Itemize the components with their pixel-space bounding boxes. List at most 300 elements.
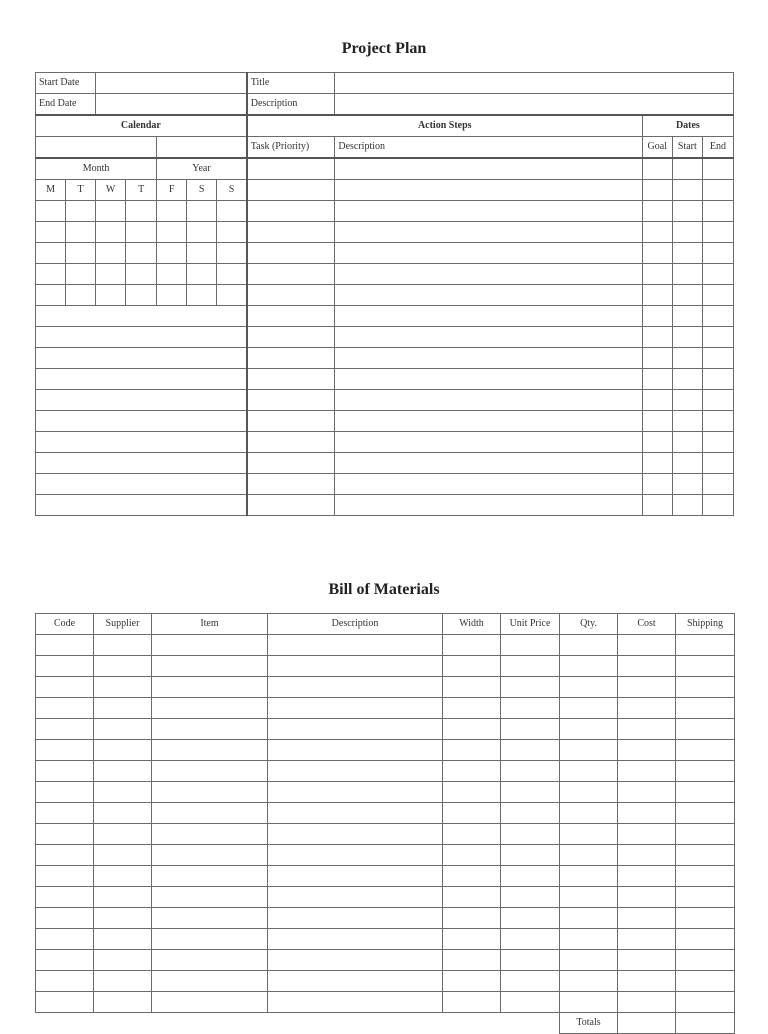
- end-date-field[interactable]: [96, 94, 247, 116]
- task-cell[interactable]: [247, 306, 335, 327]
- goal-cell[interactable]: [642, 327, 672, 348]
- goal-cell[interactable]: [642, 180, 672, 201]
- bom-cost-cell[interactable]: [618, 719, 676, 740]
- bom-width-cell[interactable]: [443, 698, 501, 719]
- task-cell[interactable]: [247, 495, 335, 516]
- bom-qty-cell[interactable]: [560, 866, 618, 887]
- bom-description-cell[interactable]: [268, 656, 443, 677]
- task-cell[interactable]: [247, 411, 335, 432]
- end-cell[interactable]: [702, 306, 733, 327]
- bom-supplier-cell[interactable]: [94, 929, 152, 950]
- bom-cost-cell[interactable]: [618, 761, 676, 782]
- bom-description-cell[interactable]: [268, 698, 443, 719]
- bom-qty-cell[interactable]: [560, 887, 618, 908]
- bom-qty-cell[interactable]: [560, 929, 618, 950]
- task-cell[interactable]: [247, 158, 335, 180]
- bom-shipping-cell[interactable]: [676, 782, 735, 803]
- start-cell[interactable]: [672, 327, 702, 348]
- calendar-day-cell[interactable]: [96, 222, 126, 243]
- bom-supplier-cell[interactable]: [94, 950, 152, 971]
- end-cell[interactable]: [702, 264, 733, 285]
- bom-supplier-cell[interactable]: [94, 719, 152, 740]
- calendar-day-cell[interactable]: [66, 264, 96, 285]
- goal-cell[interactable]: [642, 411, 672, 432]
- description-cell[interactable]: [335, 432, 642, 453]
- description-cell[interactable]: [335, 495, 642, 516]
- bom-unit-price-cell[interactable]: [501, 698, 560, 719]
- bom-width-cell[interactable]: [443, 782, 501, 803]
- bom-code-cell[interactable]: [36, 635, 94, 656]
- bom-cost-cell[interactable]: [618, 824, 676, 845]
- start-cell[interactable]: [672, 411, 702, 432]
- bom-item-cell[interactable]: [152, 824, 268, 845]
- description-cell[interactable]: [335, 201, 642, 222]
- calendar-day-cell[interactable]: [66, 285, 96, 306]
- bom-item-cell[interactable]: [152, 908, 268, 929]
- start-cell[interactable]: [672, 495, 702, 516]
- start-cell[interactable]: [672, 432, 702, 453]
- bom-description-cell[interactable]: [268, 761, 443, 782]
- goal-cell[interactable]: [642, 348, 672, 369]
- calendar-day-cell[interactable]: [157, 243, 187, 264]
- bom-unit-price-cell[interactable]: [501, 677, 560, 698]
- bom-item-cell[interactable]: [152, 635, 268, 656]
- bom-cost-cell[interactable]: [618, 887, 676, 908]
- end-cell[interactable]: [702, 222, 733, 243]
- bom-supplier-cell[interactable]: [94, 845, 152, 866]
- description-cell[interactable]: [335, 327, 642, 348]
- end-cell[interactable]: [702, 474, 733, 495]
- bom-supplier-cell[interactable]: [94, 971, 152, 992]
- end-cell[interactable]: [702, 327, 733, 348]
- bom-qty-cell[interactable]: [560, 992, 618, 1013]
- goal-cell[interactable]: [642, 285, 672, 306]
- calendar-day-cell[interactable]: [217, 243, 247, 264]
- bom-cost-cell[interactable]: [618, 866, 676, 887]
- description-cell[interactable]: [335, 411, 642, 432]
- calendar-day-cell[interactable]: [126, 285, 157, 306]
- bom-width-cell[interactable]: [443, 677, 501, 698]
- bom-description-cell[interactable]: [268, 782, 443, 803]
- bom-description-cell[interactable]: [268, 992, 443, 1013]
- start-cell[interactable]: [672, 348, 702, 369]
- bom-qty-cell[interactable]: [560, 698, 618, 719]
- end-cell[interactable]: [702, 495, 733, 516]
- bom-supplier-cell[interactable]: [94, 677, 152, 698]
- goal-cell[interactable]: [642, 264, 672, 285]
- bom-item-cell[interactable]: [152, 803, 268, 824]
- bom-qty-cell[interactable]: [560, 803, 618, 824]
- bom-cost-cell[interactable]: [618, 677, 676, 698]
- bom-qty-cell[interactable]: [560, 635, 618, 656]
- calendar-day-cell[interactable]: [157, 222, 187, 243]
- bom-shipping-cell[interactable]: [676, 992, 735, 1013]
- bom-unit-price-cell[interactable]: [501, 929, 560, 950]
- calendar-day-cell[interactable]: [217, 264, 247, 285]
- bom-description-cell[interactable]: [268, 887, 443, 908]
- bom-width-cell[interactable]: [443, 719, 501, 740]
- bom-shipping-cell[interactable]: [676, 677, 735, 698]
- calendar-day-cell[interactable]: [96, 243, 126, 264]
- bom-code-cell[interactable]: [36, 866, 94, 887]
- goal-cell[interactable]: [642, 201, 672, 222]
- bom-description-cell[interactable]: [268, 803, 443, 824]
- bom-width-cell[interactable]: [443, 635, 501, 656]
- bom-unit-price-cell[interactable]: [501, 719, 560, 740]
- start-date-field[interactable]: [96, 73, 247, 94]
- start-cell[interactable]: [672, 264, 702, 285]
- bom-description-cell[interactable]: [268, 635, 443, 656]
- bom-supplier-cell[interactable]: [94, 803, 152, 824]
- totals-cost[interactable]: [618, 1013, 676, 1034]
- calendar-day-cell[interactable]: [66, 243, 96, 264]
- bom-shipping-cell[interactable]: [676, 971, 735, 992]
- bom-code-cell[interactable]: [36, 698, 94, 719]
- end-cell[interactable]: [702, 453, 733, 474]
- description-cell[interactable]: [335, 285, 642, 306]
- bom-description-cell[interactable]: [268, 719, 443, 740]
- calendar-note-cell[interactable]: [36, 474, 247, 495]
- start-cell[interactable]: [672, 180, 702, 201]
- bom-code-cell[interactable]: [36, 677, 94, 698]
- bom-shipping-cell[interactable]: [676, 845, 735, 866]
- bom-shipping-cell[interactable]: [676, 887, 735, 908]
- start-cell[interactable]: [672, 306, 702, 327]
- calendar-day-cell[interactable]: [187, 222, 217, 243]
- task-cell[interactable]: [247, 222, 335, 243]
- bom-code-cell[interactable]: [36, 803, 94, 824]
- bom-item-cell[interactable]: [152, 719, 268, 740]
- description-cell[interactable]: [335, 222, 642, 243]
- bom-supplier-cell[interactable]: [94, 992, 152, 1013]
- bom-unit-price-cell[interactable]: [501, 761, 560, 782]
- bom-code-cell[interactable]: [36, 656, 94, 677]
- bom-supplier-cell[interactable]: [94, 761, 152, 782]
- bom-qty-cell[interactable]: [560, 845, 618, 866]
- calendar-day-cell[interactable]: [157, 201, 187, 222]
- bom-shipping-cell[interactable]: [676, 740, 735, 761]
- bom-width-cell[interactable]: [443, 950, 501, 971]
- bom-width-cell[interactable]: [443, 866, 501, 887]
- bom-qty-cell[interactable]: [560, 824, 618, 845]
- bom-width-cell[interactable]: [443, 845, 501, 866]
- calendar-note-cell[interactable]: [36, 453, 247, 474]
- calendar-note-cell[interactable]: [36, 369, 247, 390]
- goal-cell[interactable]: [642, 453, 672, 474]
- bom-cost-cell[interactable]: [618, 845, 676, 866]
- description-cell[interactable]: [335, 264, 642, 285]
- bom-supplier-cell[interactable]: [94, 656, 152, 677]
- description-cell[interactable]: [335, 243, 642, 264]
- bom-description-cell[interactable]: [268, 824, 443, 845]
- bom-description-cell[interactable]: [268, 950, 443, 971]
- bom-unit-price-cell[interactable]: [501, 635, 560, 656]
- calendar-day-cell[interactable]: [66, 222, 96, 243]
- title-field[interactable]: [335, 73, 734, 94]
- end-cell[interactable]: [702, 369, 733, 390]
- bom-supplier-cell[interactable]: [94, 698, 152, 719]
- bom-item-cell[interactable]: [152, 866, 268, 887]
- bom-unit-price-cell[interactable]: [501, 782, 560, 803]
- bom-shipping-cell[interactable]: [676, 803, 735, 824]
- end-cell[interactable]: [702, 243, 733, 264]
- calendar-day-cell[interactable]: [66, 201, 96, 222]
- task-cell[interactable]: [247, 180, 335, 201]
- bom-cost-cell[interactable]: [618, 950, 676, 971]
- calendar-day-cell[interactable]: [96, 201, 126, 222]
- task-cell[interactable]: [247, 348, 335, 369]
- bom-code-cell[interactable]: [36, 950, 94, 971]
- goal-cell[interactable]: [642, 495, 672, 516]
- bom-qty-cell[interactable]: [560, 761, 618, 782]
- bom-unit-price-cell[interactable]: [501, 824, 560, 845]
- bom-code-cell[interactable]: [36, 719, 94, 740]
- totals-shipping[interactable]: [676, 1013, 735, 1034]
- bom-description-cell[interactable]: [268, 845, 443, 866]
- bom-item-cell[interactable]: [152, 950, 268, 971]
- bom-shipping-cell[interactable]: [676, 929, 735, 950]
- bom-shipping-cell[interactable]: [676, 950, 735, 971]
- calendar-day-cell[interactable]: [187, 285, 217, 306]
- start-cell[interactable]: [672, 474, 702, 495]
- bom-code-cell[interactable]: [36, 887, 94, 908]
- bom-cost-cell[interactable]: [618, 782, 676, 803]
- start-cell[interactable]: [672, 158, 702, 180]
- calendar-note-cell[interactable]: [36, 348, 247, 369]
- calendar-day-cell[interactable]: [157, 264, 187, 285]
- bom-unit-price-cell[interactable]: [501, 656, 560, 677]
- task-cell[interactable]: [247, 369, 335, 390]
- bom-item-cell[interactable]: [152, 740, 268, 761]
- bom-unit-price-cell[interactable]: [501, 908, 560, 929]
- bom-shipping-cell[interactable]: [676, 908, 735, 929]
- bom-shipping-cell[interactable]: [676, 824, 735, 845]
- goal-cell[interactable]: [642, 432, 672, 453]
- bom-code-cell[interactable]: [36, 782, 94, 803]
- bom-code-cell[interactable]: [36, 908, 94, 929]
- start-cell[interactable]: [672, 243, 702, 264]
- task-cell[interactable]: [247, 285, 335, 306]
- end-cell[interactable]: [702, 390, 733, 411]
- bom-cost-cell[interactable]: [618, 635, 676, 656]
- bom-width-cell[interactable]: [443, 656, 501, 677]
- goal-cell[interactable]: [642, 222, 672, 243]
- calendar-day-cell[interactable]: [187, 201, 217, 222]
- calendar-day-cell[interactable]: [187, 264, 217, 285]
- bom-item-cell[interactable]: [152, 698, 268, 719]
- bom-code-cell[interactable]: [36, 992, 94, 1013]
- bom-description-cell[interactable]: [268, 740, 443, 761]
- bom-unit-price-cell[interactable]: [501, 803, 560, 824]
- description-cell[interactable]: [335, 390, 642, 411]
- start-cell[interactable]: [672, 390, 702, 411]
- bom-shipping-cell[interactable]: [676, 698, 735, 719]
- bom-cost-cell[interactable]: [618, 698, 676, 719]
- goal-cell[interactable]: [642, 390, 672, 411]
- bom-qty-cell[interactable]: [560, 908, 618, 929]
- bom-qty-cell[interactable]: [560, 719, 618, 740]
- description-cell[interactable]: [335, 369, 642, 390]
- bom-code-cell[interactable]: [36, 824, 94, 845]
- bom-unit-price-cell[interactable]: [501, 887, 560, 908]
- calendar-day-cell[interactable]: [36, 222, 66, 243]
- description-cell[interactable]: [335, 453, 642, 474]
- start-cell[interactable]: [672, 222, 702, 243]
- bom-qty-cell[interactable]: [560, 656, 618, 677]
- description-cell[interactable]: [335, 158, 642, 180]
- task-cell[interactable]: [247, 453, 335, 474]
- bom-qty-cell[interactable]: [560, 971, 618, 992]
- bom-cost-cell[interactable]: [618, 971, 676, 992]
- end-cell[interactable]: [702, 158, 733, 180]
- end-cell[interactable]: [702, 348, 733, 369]
- bom-item-cell[interactable]: [152, 656, 268, 677]
- calendar-day-cell[interactable]: [126, 201, 157, 222]
- calendar-note-cell[interactable]: [36, 495, 247, 516]
- bom-description-cell[interactable]: [268, 866, 443, 887]
- bom-unit-price-cell[interactable]: [501, 950, 560, 971]
- calendar-day-cell[interactable]: [96, 264, 126, 285]
- bom-width-cell[interactable]: [443, 824, 501, 845]
- task-cell[interactable]: [247, 201, 335, 222]
- bom-width-cell[interactable]: [443, 887, 501, 908]
- end-cell[interactable]: [702, 180, 733, 201]
- calendar-note-cell[interactable]: [36, 432, 247, 453]
- goal-cell[interactable]: [642, 243, 672, 264]
- calendar-day-cell[interactable]: [36, 243, 66, 264]
- calendar-note-cell[interactable]: [36, 411, 247, 432]
- bom-cost-cell[interactable]: [618, 992, 676, 1013]
- bom-code-cell[interactable]: [36, 929, 94, 950]
- end-cell[interactable]: [702, 411, 733, 432]
- calendar-note-cell[interactable]: [36, 390, 247, 411]
- bom-cost-cell[interactable]: [618, 656, 676, 677]
- description-cell[interactable]: [335, 180, 642, 201]
- bom-description-cell[interactable]: [268, 677, 443, 698]
- end-cell[interactable]: [702, 285, 733, 306]
- goal-cell[interactable]: [642, 158, 672, 180]
- bom-supplier-cell[interactable]: [94, 908, 152, 929]
- bom-item-cell[interactable]: [152, 782, 268, 803]
- bom-unit-price-cell[interactable]: [501, 845, 560, 866]
- task-cell[interactable]: [247, 474, 335, 495]
- bom-supplier-cell[interactable]: [94, 866, 152, 887]
- start-cell[interactable]: [672, 369, 702, 390]
- description-cell[interactable]: [335, 474, 642, 495]
- calendar-day-cell[interactable]: [157, 285, 187, 306]
- bom-unit-price-cell[interactable]: [501, 971, 560, 992]
- start-cell[interactable]: [672, 453, 702, 474]
- task-cell[interactable]: [247, 264, 335, 285]
- bom-item-cell[interactable]: [152, 929, 268, 950]
- bom-description-cell[interactable]: [268, 929, 443, 950]
- bom-qty-cell[interactable]: [560, 740, 618, 761]
- calendar-day-cell[interactable]: [217, 285, 247, 306]
- bom-width-cell[interactable]: [443, 740, 501, 761]
- description-cell[interactable]: [335, 306, 642, 327]
- calendar-day-cell[interactable]: [217, 222, 247, 243]
- end-cell[interactable]: [702, 201, 733, 222]
- bom-width-cell[interactable]: [443, 761, 501, 782]
- bom-width-cell[interactable]: [443, 971, 501, 992]
- bom-shipping-cell[interactable]: [676, 656, 735, 677]
- calendar-day-cell[interactable]: [187, 243, 217, 264]
- bom-item-cell[interactable]: [152, 887, 268, 908]
- bom-code-cell[interactable]: [36, 971, 94, 992]
- bom-item-cell[interactable]: [152, 992, 268, 1013]
- bom-width-cell[interactable]: [443, 929, 501, 950]
- bom-width-cell[interactable]: [443, 908, 501, 929]
- bom-unit-price-cell[interactable]: [501, 992, 560, 1013]
- description-field[interactable]: [335, 94, 734, 116]
- bom-unit-price-cell[interactable]: [501, 740, 560, 761]
- bom-item-cell[interactable]: [152, 677, 268, 698]
- task-cell[interactable]: [247, 432, 335, 453]
- task-cell[interactable]: [247, 327, 335, 348]
- task-cell[interactable]: [247, 243, 335, 264]
- bom-width-cell[interactable]: [443, 992, 501, 1013]
- bom-cost-cell[interactable]: [618, 929, 676, 950]
- calendar-day-cell[interactable]: [36, 285, 66, 306]
- bom-cost-cell[interactable]: [618, 740, 676, 761]
- calendar-day-cell[interactable]: [36, 264, 66, 285]
- calendar-day-cell[interactable]: [96, 285, 126, 306]
- bom-code-cell[interactable]: [36, 761, 94, 782]
- bom-item-cell[interactable]: [152, 845, 268, 866]
- bom-description-cell[interactable]: [268, 908, 443, 929]
- bom-supplier-cell[interactable]: [94, 782, 152, 803]
- bom-shipping-cell[interactable]: [676, 761, 735, 782]
- calendar-year-field[interactable]: [157, 137, 247, 159]
- bom-description-cell[interactable]: [268, 971, 443, 992]
- goal-cell[interactable]: [642, 306, 672, 327]
- bom-code-cell[interactable]: [36, 845, 94, 866]
- bom-qty-cell[interactable]: [560, 677, 618, 698]
- bom-width-cell[interactable]: [443, 803, 501, 824]
- start-cell[interactable]: [672, 285, 702, 306]
- bom-supplier-cell[interactable]: [94, 824, 152, 845]
- bom-code-cell[interactable]: [36, 740, 94, 761]
- bom-supplier-cell[interactable]: [94, 887, 152, 908]
- calendar-day-cell[interactable]: [126, 264, 157, 285]
- bom-cost-cell[interactable]: [618, 803, 676, 824]
- goal-cell[interactable]: [642, 474, 672, 495]
- calendar-day-cell[interactable]: [36, 201, 66, 222]
- calendar-day-cell[interactable]: [217, 201, 247, 222]
- goal-cell[interactable]: [642, 369, 672, 390]
- bom-unit-price-cell[interactable]: [501, 866, 560, 887]
- calendar-month-field[interactable]: [36, 137, 157, 159]
- bom-qty-cell[interactable]: [560, 950, 618, 971]
- bom-item-cell[interactable]: [152, 971, 268, 992]
- bom-supplier-cell[interactable]: [94, 635, 152, 656]
- calendar-day-cell[interactable]: [126, 243, 157, 264]
- bom-shipping-cell[interactable]: [676, 866, 735, 887]
- bom-cost-cell[interactable]: [618, 908, 676, 929]
- task-cell[interactable]: [247, 390, 335, 411]
- calendar-day-cell[interactable]: [126, 222, 157, 243]
- bom-shipping-cell[interactable]: [676, 719, 735, 740]
- start-cell[interactable]: [672, 201, 702, 222]
- calendar-note-cell[interactable]: [36, 306, 247, 327]
- end-cell[interactable]: [702, 432, 733, 453]
- bom-shipping-cell[interactable]: [676, 635, 735, 656]
- bom-supplier-cell[interactable]: [94, 740, 152, 761]
- calendar-note-cell[interactable]: [36, 327, 247, 348]
- bom-qty-cell[interactable]: [560, 782, 618, 803]
- description-cell[interactable]: [335, 348, 642, 369]
- bom-item-cell[interactable]: [152, 761, 268, 782]
